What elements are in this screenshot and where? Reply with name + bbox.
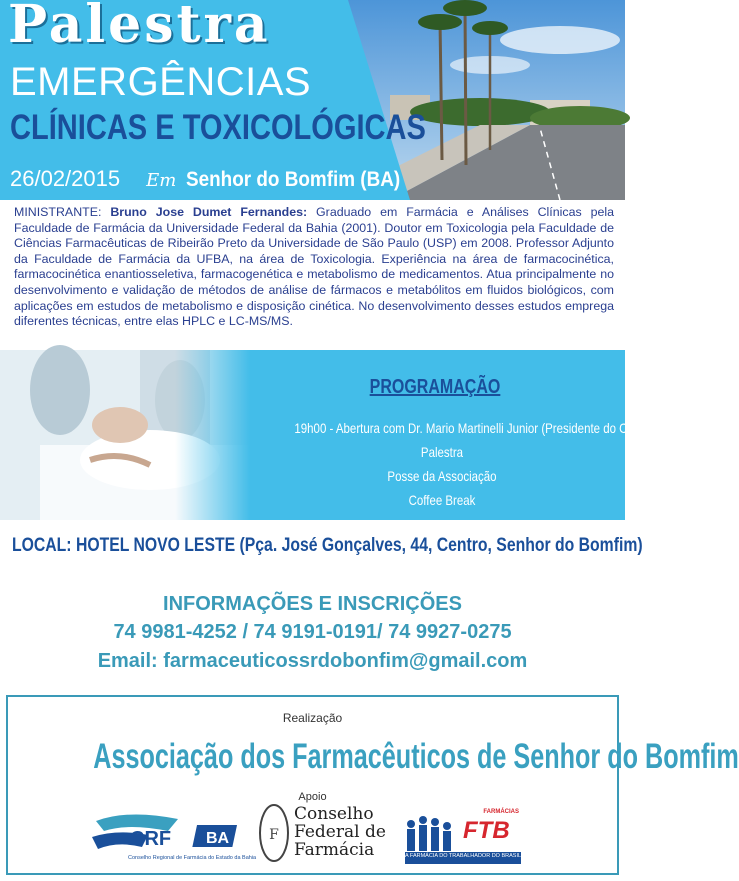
ftb-word: FTB <box>463 817 510 844</box>
crf-ba-logo <box>88 811 257 867</box>
phone-numbers: 74 9981-4252 / 74 9191-0191/ 74 9927-0275 <box>113 621 512 643</box>
venue-line: LOCAL: HOTEL NOVO LESTE (Pça. José Gonçalves, 44, Centro, Senhor do Bomfim) <box>12 535 643 556</box>
svg-text:F: F <box>269 827 279 843</box>
cff-line: Federal de <box>294 822 386 842</box>
cff-emblem-icon <box>258 803 290 867</box>
realizacao-label: Realização <box>282 711 343 725</box>
crf-word: CRF <box>130 828 172 850</box>
sponsors-box <box>6 695 739 875</box>
ftb-logo <box>403 809 523 867</box>
poster-header <box>0 0 625 200</box>
program-list <box>262 416 666 512</box>
event-title-line2: CLÍNICAS E TOXICOLÓGICAS <box>10 108 426 147</box>
event-date: 26/02/2015 <box>10 166 121 191</box>
bio-text: Graduado em Farmácia e Análises Clínicas pela Faculdade de Farmácia da Universidade Federal da Bahia (2001). Doutor em Toxicologia pela Faculdade de Ciências Farmacêuticas de Ribeirão Preto da Universidade de São Paulo (USP) em 2008. Professor Adjunto da Faculdade de Farmácia da UFBA, na área de Toxicologia. Experiência na área de farmacocinética, farmacocinética enantiosseletiva, farmacogenética e metabolismo de medicamentos. Atua principalmente no desenvolvimento e validação de métodos de análise de fármacos e metabólitos em fluidos biológicos, com aplicações em estudos de metabolismo e disposição cinética. No desenvolvimento desses estudos emprega diferentes técnicas, entre elas HPLC e LC-MS/MS. <box>14 205 614 329</box>
speaker-name: Bruno Jose Dumet Fernandes: <box>110 205 308 219</box>
bio-label: MINISTRANTE: <box>14 205 111 219</box>
crf-ba-word: BA <box>206 830 230 847</box>
association-name: Associação dos Farmacêuticos de Senhor do Bomfim <box>93 737 739 776</box>
ftb-bar <box>405 852 521 864</box>
cff-line: Conselho <box>294 804 374 824</box>
em-label: Em <box>146 170 177 191</box>
palestra-title: Palestra <box>8 0 271 55</box>
workers-silhouette-icon <box>405 811 465 853</box>
program-item: Coffee Break <box>408 492 476 508</box>
cff-text <box>294 805 386 859</box>
crf-subtitle: Conselho Regional de Farmácia do Estado da Bahia <box>128 855 257 861</box>
program-title: PROGRAMAÇÃO <box>369 376 501 398</box>
date-place-line <box>10 166 424 194</box>
contact-info <box>0 590 625 676</box>
info-title: INFORMAÇÕES E INSCRIÇÕES <box>163 593 462 615</box>
event-city: Senhor do Bomfim (BA) <box>186 168 401 191</box>
program-item: Posse da Associação <box>387 468 497 484</box>
ftb-top-label: FARMÁCIAS <box>483 809 519 815</box>
ftb-subtitle: A FARMÁCIA DO TRABALHADOR DO BRASIL <box>405 853 522 859</box>
program-item: Palestra <box>420 444 464 460</box>
program-item: 19h00 - Abertura com Dr. Mario Martinelli Junior (Presidente do CRF-BA) <box>294 420 666 436</box>
cff-logo <box>258 803 408 869</box>
program-section <box>0 350 666 520</box>
email-address: Email: farmaceuticossrdobonfim@gmail.com <box>97 650 528 672</box>
apoio-label: Apoio <box>298 791 327 803</box>
hospital-photo <box>0 350 250 520</box>
event-title-line1: EMERGÊNCIAS <box>10 60 312 104</box>
cff-line: Farmácia <box>294 840 375 860</box>
speaker-bio <box>14 205 614 330</box>
